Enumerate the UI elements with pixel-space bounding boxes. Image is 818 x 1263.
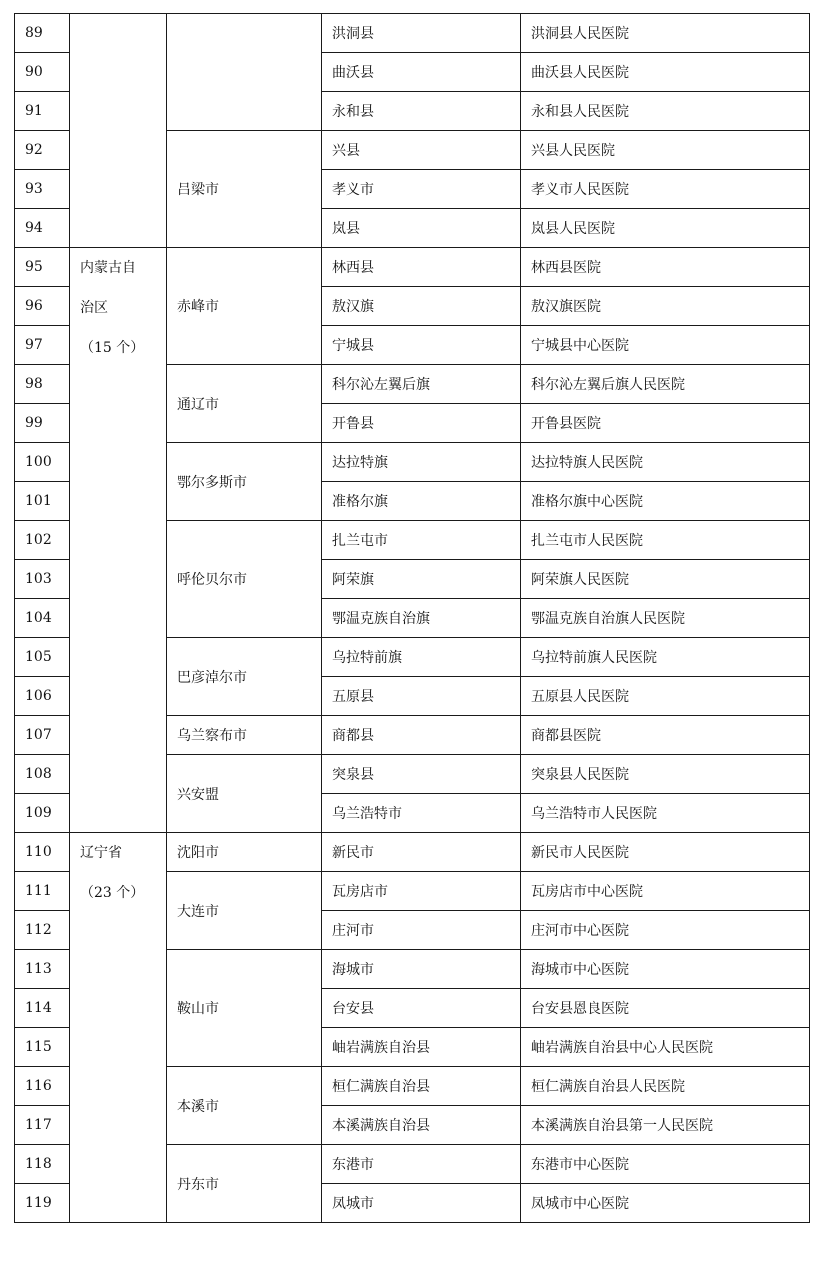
hospital-cell: 准格尔旗中心医院 bbox=[521, 482, 810, 521]
county-cell: 兴县 bbox=[322, 131, 521, 170]
city-cell: 兴安盟 bbox=[167, 755, 322, 833]
city-cell: 鄂尔多斯市 bbox=[167, 443, 322, 521]
county-cell: 东港市 bbox=[322, 1145, 521, 1184]
row-number: 110 bbox=[15, 833, 70, 872]
hospital-cell: 桓仁满族自治县人民医院 bbox=[521, 1067, 810, 1106]
row-number: 113 bbox=[15, 950, 70, 989]
row-number: 117 bbox=[15, 1106, 70, 1145]
hospital-cell: 海城市中心医院 bbox=[521, 950, 810, 989]
row-number: 116 bbox=[15, 1067, 70, 1106]
province-name: 辽宁省 bbox=[80, 845, 122, 861]
county-cell: 林西县 bbox=[322, 248, 521, 287]
city-cell: 赤峰市 bbox=[167, 248, 322, 365]
row-number: 106 bbox=[15, 677, 70, 716]
row-number: 92 bbox=[15, 131, 70, 170]
city-cell: 吕梁市 bbox=[167, 131, 322, 248]
hospital-cell: 岫岩满族自治县中心人民医院 bbox=[521, 1028, 810, 1067]
hospital-cell: 瓦房店市中心医院 bbox=[521, 872, 810, 911]
hospital-cell: 凤城市中心医院 bbox=[521, 1184, 810, 1223]
row-number: 101 bbox=[15, 482, 70, 521]
hospital-cell: 鄂温克族自治旗人民医院 bbox=[521, 599, 810, 638]
row-number: 112 bbox=[15, 911, 70, 950]
row-number: 102 bbox=[15, 521, 70, 560]
hospital-cell: 五原县人民医院 bbox=[521, 677, 810, 716]
county-cell: 本溪满族自治县 bbox=[322, 1106, 521, 1145]
city-cell: 沈阳市 bbox=[167, 833, 322, 872]
hospital-cell: 突泉县人民医院 bbox=[521, 755, 810, 794]
county-cell: 岚县 bbox=[322, 209, 521, 248]
county-cell: 洪洞县 bbox=[322, 14, 521, 53]
county-cell: 突泉县 bbox=[322, 755, 521, 794]
row-number: 96 bbox=[15, 287, 70, 326]
city-cell: 巴彦淖尔市 bbox=[167, 638, 322, 716]
hospital-cell: 岚县人民医院 bbox=[521, 209, 810, 248]
county-cell: 台安县 bbox=[322, 989, 521, 1028]
row-number: 89 bbox=[15, 14, 70, 53]
county-cell: 海城市 bbox=[322, 950, 521, 989]
county-cell: 岫岩满族自治县 bbox=[322, 1028, 521, 1067]
row-number: 107 bbox=[15, 716, 70, 755]
county-cell: 孝义市 bbox=[322, 170, 521, 209]
county-cell: 庄河市 bbox=[322, 911, 521, 950]
row-number: 90 bbox=[15, 53, 70, 92]
hospital-cell: 乌兰浩特市人民医院 bbox=[521, 794, 810, 833]
hospital-cell: 敖汉旗医院 bbox=[521, 287, 810, 326]
row-number: 93 bbox=[15, 170, 70, 209]
county-cell: 瓦房店市 bbox=[322, 872, 521, 911]
hospital-cell: 兴县人民医院 bbox=[521, 131, 810, 170]
county-cell: 曲沃县 bbox=[322, 53, 521, 92]
county-cell: 永和县 bbox=[322, 92, 521, 131]
row-number: 104 bbox=[15, 599, 70, 638]
county-cell: 桓仁满族自治县 bbox=[322, 1067, 521, 1106]
county-cell: 宁城县 bbox=[322, 326, 521, 365]
row-number: 97 bbox=[15, 326, 70, 365]
hospital-cell: 洪洞县人民医院 bbox=[521, 14, 810, 53]
row-number: 94 bbox=[15, 209, 70, 248]
hospital-cell: 商都县医院 bbox=[521, 716, 810, 755]
row-number: 115 bbox=[15, 1028, 70, 1067]
province-count: （15 个） bbox=[80, 340, 145, 356]
hospital-cell: 新民市人民医院 bbox=[521, 833, 810, 872]
county-cell: 阿荣旗 bbox=[322, 560, 521, 599]
province-cell bbox=[70, 14, 167, 248]
hospital-cell: 林西县医院 bbox=[521, 248, 810, 287]
county-cell: 凤城市 bbox=[322, 1184, 521, 1223]
row-number: 114 bbox=[15, 989, 70, 1028]
hospital-cell: 达拉特旗人民医院 bbox=[521, 443, 810, 482]
county-cell: 鄂温克族自治旗 bbox=[322, 599, 521, 638]
province-cell-liaoning bbox=[70, 833, 167, 1223]
city-cell bbox=[167, 14, 322, 131]
city-cell: 乌兰察布市 bbox=[167, 716, 322, 755]
hospital-cell: 科尔沁左翼后旗人民医院 bbox=[521, 365, 810, 404]
row-number: 100 bbox=[15, 443, 70, 482]
hospital-cell: 扎兰屯市人民医院 bbox=[521, 521, 810, 560]
county-cell: 商都县 bbox=[322, 716, 521, 755]
province-name-line2: 治区 bbox=[80, 300, 108, 316]
table-row bbox=[15, 14, 810, 53]
city-cell: 鞍山市 bbox=[167, 950, 322, 1067]
county-cell: 扎兰屯市 bbox=[322, 521, 521, 560]
hospital-cell: 乌拉特前旗人民医院 bbox=[521, 638, 810, 677]
row-number: 91 bbox=[15, 92, 70, 131]
county-cell: 五原县 bbox=[322, 677, 521, 716]
row-number: 98 bbox=[15, 365, 70, 404]
county-cell: 准格尔旗 bbox=[322, 482, 521, 521]
province-cell-inner-mongolia bbox=[70, 248, 167, 833]
row-number: 118 bbox=[15, 1145, 70, 1184]
city-cell: 通辽市 bbox=[167, 365, 322, 443]
hospital-cell: 庄河市中心医院 bbox=[521, 911, 810, 950]
row-number: 108 bbox=[15, 755, 70, 794]
province-count: （23 个） bbox=[80, 885, 145, 901]
table-row bbox=[15, 833, 810, 872]
hospital-cell: 台安县恩良医院 bbox=[521, 989, 810, 1028]
hospital-table bbox=[14, 13, 810, 1223]
city-cell: 丹东市 bbox=[167, 1145, 322, 1223]
province-name-line1: 内蒙古自 bbox=[80, 260, 136, 276]
hospital-cell: 东港市中心医院 bbox=[521, 1145, 810, 1184]
table-row bbox=[15, 248, 810, 287]
row-number: 95 bbox=[15, 248, 70, 287]
hospital-cell: 开鲁县医院 bbox=[521, 404, 810, 443]
row-number: 103 bbox=[15, 560, 70, 599]
city-cell: 本溪市 bbox=[167, 1067, 322, 1145]
county-cell: 乌兰浩特市 bbox=[322, 794, 521, 833]
county-cell: 新民市 bbox=[322, 833, 521, 872]
city-cell: 大连市 bbox=[167, 872, 322, 950]
hospital-cell: 孝义市人民医院 bbox=[521, 170, 810, 209]
city-cell: 呼伦贝尔市 bbox=[167, 521, 322, 638]
row-number: 99 bbox=[15, 404, 70, 443]
row-number: 111 bbox=[15, 872, 70, 911]
hospital-cell: 永和县人民医院 bbox=[521, 92, 810, 131]
hospital-cell: 本溪满族自治县第一人民医院 bbox=[521, 1106, 810, 1145]
row-number: 105 bbox=[15, 638, 70, 677]
county-cell: 科尔沁左翼后旗 bbox=[322, 365, 521, 404]
row-number: 109 bbox=[15, 794, 70, 833]
county-cell: 开鲁县 bbox=[322, 404, 521, 443]
county-cell: 乌拉特前旗 bbox=[322, 638, 521, 677]
county-cell: 达拉特旗 bbox=[322, 443, 521, 482]
hospital-cell: 曲沃县人民医院 bbox=[521, 53, 810, 92]
row-number: 119 bbox=[15, 1184, 70, 1223]
county-cell: 敖汉旗 bbox=[322, 287, 521, 326]
hospital-cell: 宁城县中心医院 bbox=[521, 326, 810, 365]
hospital-cell: 阿荣旗人民医院 bbox=[521, 560, 810, 599]
